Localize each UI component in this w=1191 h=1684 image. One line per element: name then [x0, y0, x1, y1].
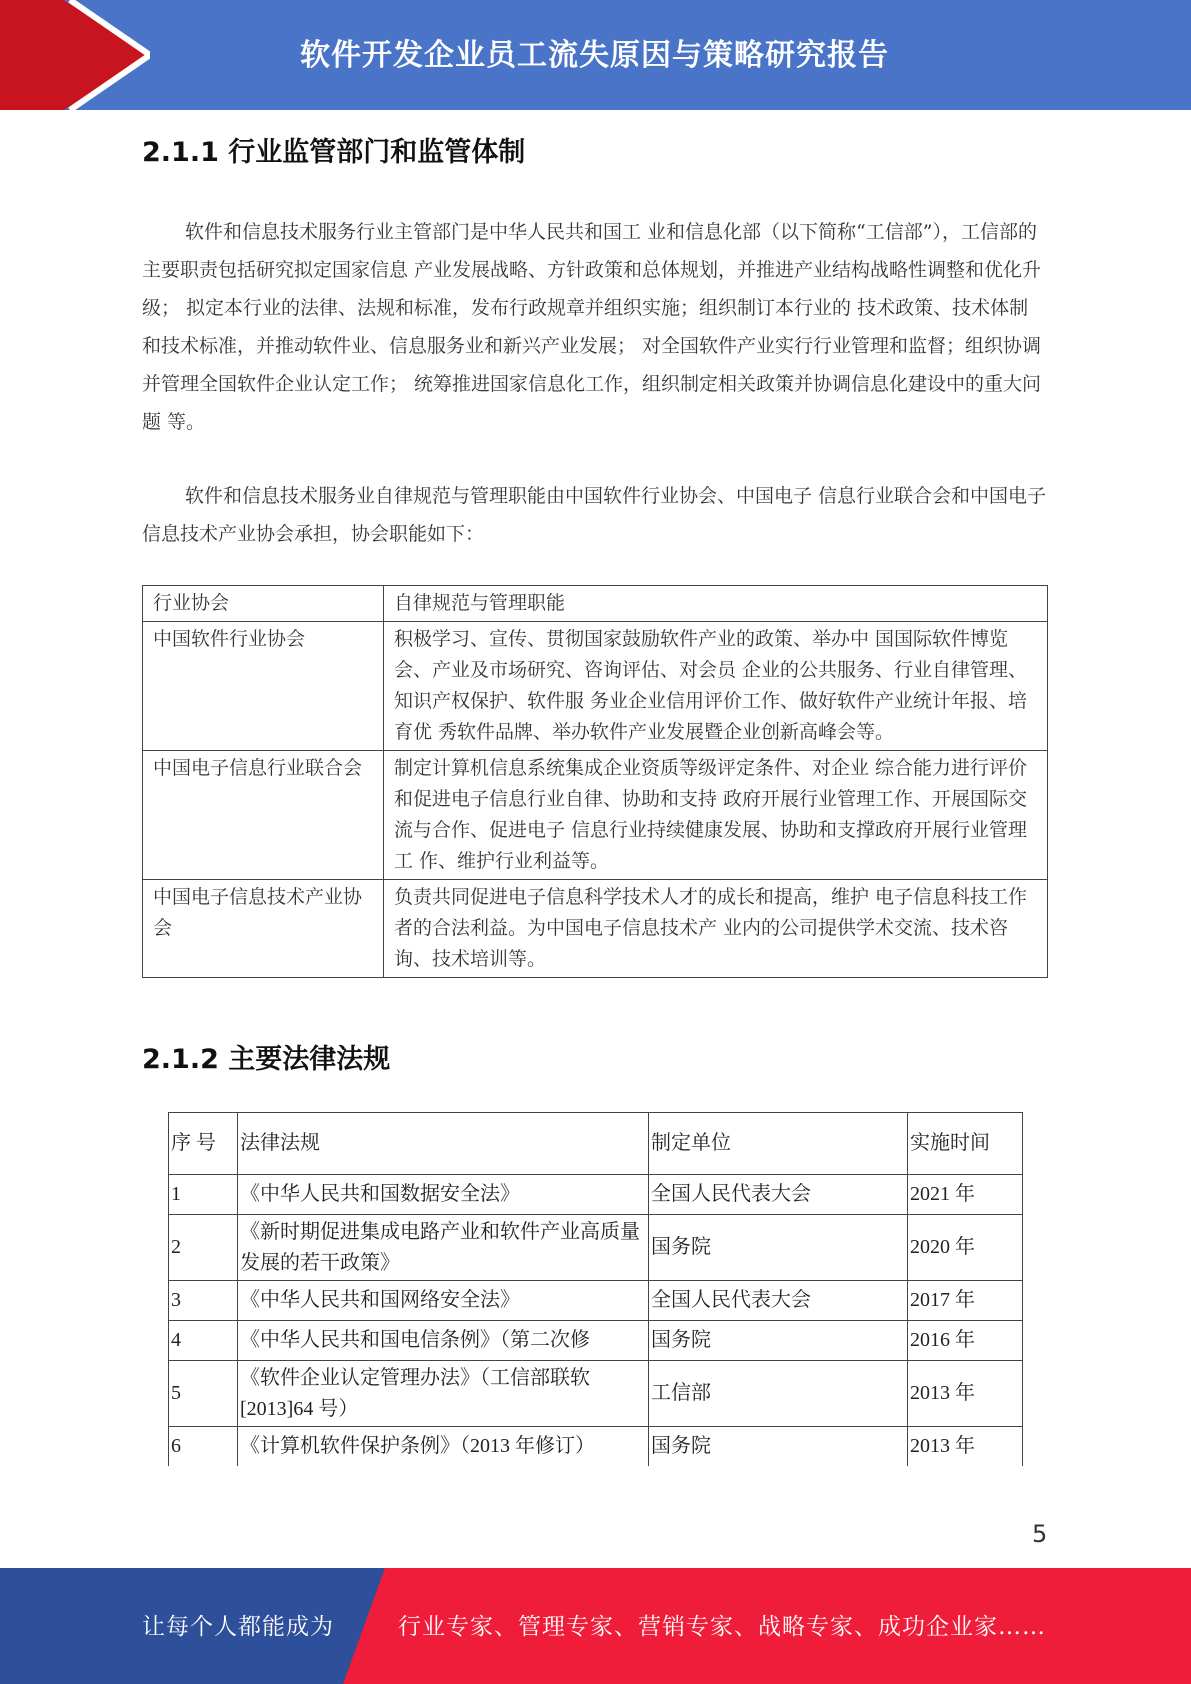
law-org: 全国人民代表大会 [649, 1175, 908, 1215]
association-name: 中国软件行业协会 [143, 622, 384, 751]
table-row [169, 1321, 1023, 1361]
law-org: 工信部 [649, 1361, 908, 1427]
association-duty: 积极学习、宣传、贯彻国家鼓励软件产业的政策、举办中 国国际软件博览会、产业及市场研究、咨询评估、对会员 企业的公共服务、行业自律管理、知识产权保护、软件服 务业企业信用评价工作、做好软件产业统计年报、培育优 秀软件品牌、举办软件产业发展暨企业创新高峰会等。 [384, 622, 1048, 751]
law-name: 《新时期促进集成电路产业和软件产业高质量发展的若干政策》 [238, 1215, 649, 1281]
law-name: 《计算机软件保护条例》（2013 年修订） [238, 1427, 649, 1467]
header-cell-org: 制定单位 [649, 1113, 908, 1175]
law-org: 国务院 [649, 1215, 908, 1281]
law-year: 2021 年 [908, 1175, 1023, 1215]
law-no: 6 [169, 1427, 238, 1467]
paragraph-regulator: 软件和信息技术服务行业主管部门是中华人民共和国工 业和信息化部（以下简称“工信部”），工信部的主要职责包括研究拟定国家信息 产业发展战略、方针政策和总体规划，并推进产业结构战略性调整和优化升级； 拟定本行业的法律、法规和标准，发布行政规章并组织实施；组织制订本行业的 技术政策、技术体制和技术标准，并推动软件业、信息服务业和新兴产业发展； 对全国软件产业实行行业管理和监督；组织协调并管理全国软件企业认定工作； 统筹推进国家信息化工作，组织制定相关政策并协调信息化建设中的重大问题 等。 [142, 221, 1042, 433]
table-row [143, 751, 1048, 880]
law-no: 2 [169, 1215, 238, 1281]
table-row [143, 880, 1048, 978]
law-year: 2020 年 [908, 1215, 1023, 1281]
table-row [169, 1361, 1023, 1427]
law-name: 《中华人民共和国网络安全法》 [238, 1281, 649, 1321]
law-no: 3 [169, 1281, 238, 1321]
table-continuation-cut [160, 1466, 1040, 1486]
law-org: 国务院 [649, 1427, 908, 1467]
association-table [142, 585, 1048, 978]
law-year: 2013 年 [908, 1427, 1023, 1467]
header-banner [0, 0, 1191, 110]
header-cell-no: 序 号 [169, 1113, 238, 1175]
law-org: 全国人民代表大会 [649, 1281, 908, 1321]
header-cell-year: 实施时间 [908, 1113, 1023, 1175]
law-year: 2017 年 [908, 1281, 1023, 1321]
law-name: 《中华人民共和国数据安全法》 [238, 1175, 649, 1215]
table-row [169, 1427, 1023, 1467]
association-name: 中国电子信息技术产业协会 [143, 880, 384, 978]
law-no: 1 [169, 1175, 238, 1215]
law-org: 国务院 [649, 1321, 908, 1361]
table-row [169, 1175, 1023, 1215]
law-no: 5 [169, 1361, 238, 1427]
report-title: 软件开发企业员工流失原因与策略研究报告 [300, 38, 889, 73]
law-year: 2016 年 [908, 1321, 1023, 1361]
association-duty: 制定计算机信息系统集成企业资质等级评定条件、对企业 综合能力进行评价和促进电子信息行业自律、协助和支持 政府开展行业管理工作、开展国际交流与合作、促进电子 信息行业持续健康发展、协助和支撑政府开展行业管理工 作、维护行业利益等。 [384, 751, 1048, 880]
table-row [169, 1215, 1023, 1281]
header-cell-association: 行业协会 [143, 586, 384, 622]
table-header-row [143, 586, 1048, 622]
header-red-chevron [0, 0, 150, 110]
table-row [143, 622, 1048, 751]
section-heading-2-1-1: 2.1.1 行业监管部门和监管体制 [142, 137, 526, 168]
table-header-row [169, 1113, 1023, 1175]
header-cell-duty: 自律规范与管理职能 [384, 586, 1048, 622]
association-duty: 负责共同促进电子信息科学技术人才的成长和提高，维护 电子信息科技工作者的合法利益。为中国电子信息技术产 业内的公司提供学术交流、技术咨询、技术培训等。 [384, 880, 1048, 978]
header-cell-law: 法律法规 [238, 1113, 649, 1175]
law-name: 《中华人民共和国电信条例》（第二次修 [238, 1321, 649, 1361]
law-no: 4 [169, 1321, 238, 1361]
laws-table [168, 1112, 1023, 1467]
table-row [169, 1281, 1023, 1321]
law-year: 2013 年 [908, 1361, 1023, 1427]
section-heading-2-1-2: 2.1.2 主要法律法规 [142, 1044, 391, 1075]
page-number: 5 [1032, 1520, 1048, 1548]
footer-slogan-left: 让每个人都能成为 [142, 1614, 334, 1640]
paragraph-associations: 软件和信息技术服务业自律规范与管理职能由中国软件行业协会、中国电子 信息行业联合会和中国电子信息技术产业协会承担，协会职能如下： [142, 485, 1047, 545]
footer-banner [0, 1568, 1191, 1684]
law-name: 《软件企业认定管理办法》（工信部联软[2013]64 号） [238, 1361, 649, 1427]
association-name: 中国电子信息行业联合会 [143, 751, 384, 880]
footer-slogan-right: 行业专家、管理专家、营销专家、战略专家、成功企业家…… [398, 1614, 1046, 1640]
